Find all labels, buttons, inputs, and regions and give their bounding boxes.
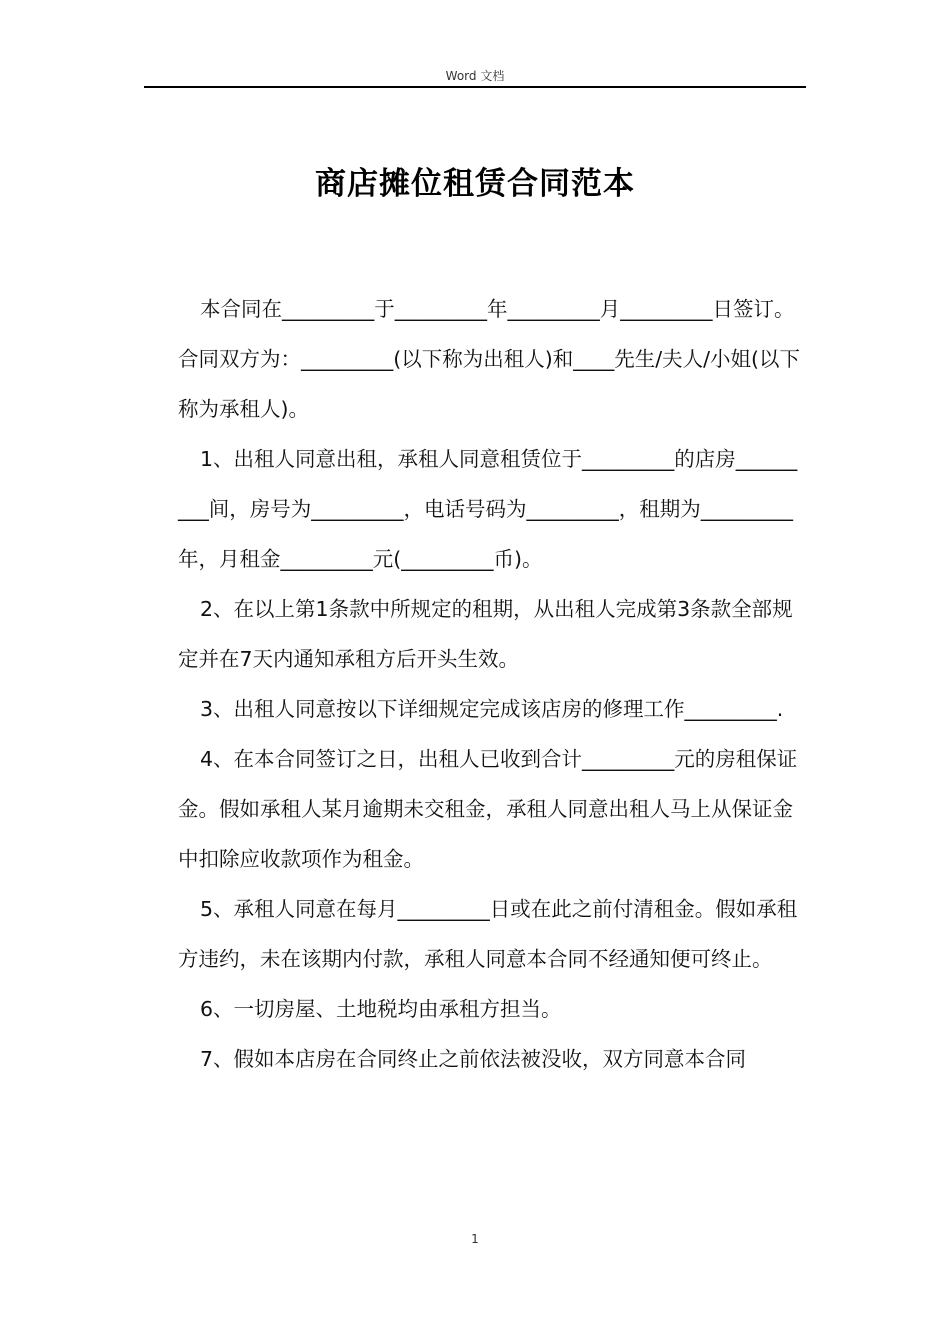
paragraph-clause-1: 1、出租人同意出租，承租人同意租赁位于_________的店房_________间，房号为_________，电话号码为_________，租期为_________年，月租金_________元(_________币)。	[178, 447, 798, 571]
page-header: Word 文档	[445, 69, 505, 83]
paragraph-clause-3: 3、出租人同意按以下详细规定完成该店房的修理工作_________.	[200, 697, 784, 721]
page-number: 1	[471, 1232, 479, 1246]
paragraph-clause-5: 5、承租人同意在每月_________日或在此之前付清租金。假如承租方违约，未在该期内付款，承租人同意本合同不经通知便可终止。	[178, 897, 798, 971]
header-divider	[144, 86, 806, 88]
document-body	[178, 284, 804, 1084]
paragraph-intro: 本合同在_________于_________年_________月_________日签订。合同双方为：_________(以下称为出租人)和____先生/夫人/小姐(以下称为承租人)。	[178, 297, 801, 421]
paragraph-clause-6: 6、一切房屋、土地税均由承租方担当。	[200, 997, 562, 1021]
document-title: 商店摊位租赁合同范本	[315, 166, 635, 202]
paragraph-clause-2: 2、在以上第1条款中所规定的租期，从出租人完成第3条款全部规定并在7天内通知承租方后开头生效。	[178, 597, 793, 671]
paragraph-clause-4: 4、在本合同签订之日，出租人已收到合计_________元的房租保证金。假如承租人某月逾期未交租金，承租人同意出租人马上从保证金中扣除应收款项作为租金。	[178, 747, 798, 871]
paragraph-clause-7: 7、假如本店房在合同终止之前依法被没收，双方同意本合同	[200, 1047, 747, 1071]
